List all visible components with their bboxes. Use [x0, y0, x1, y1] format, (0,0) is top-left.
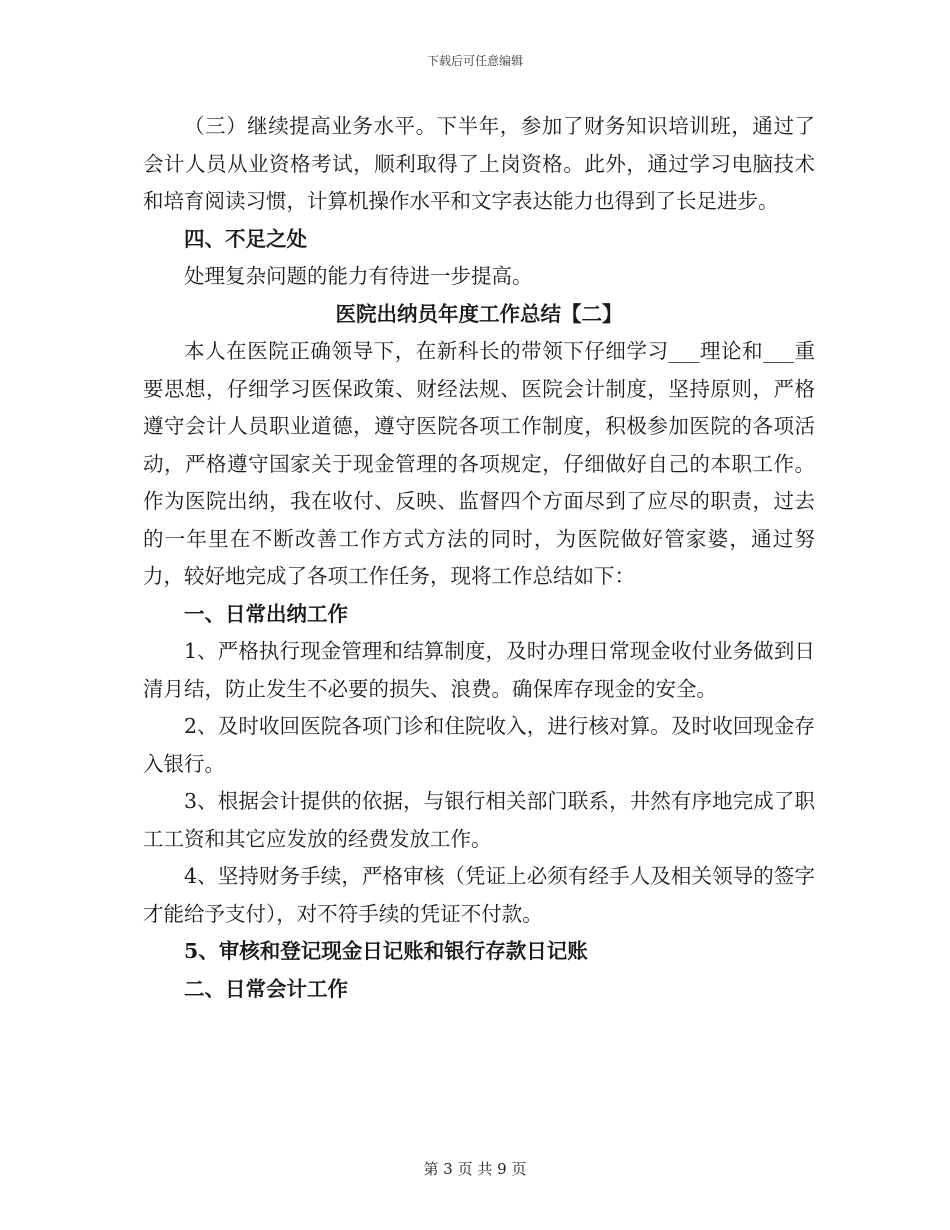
page-number: 第 3 页 共 9 页 — [423, 1160, 527, 1178]
document-title-part-two: 医院出纳员年度工作总结【二】 — [335, 301, 623, 326]
section-heading-daily-cashier: 一、日常出纳工作 — [184, 601, 348, 626]
list-item-collect-income: 2、及时收回医院各项门诊和住院收入，进行核对算。及时收回现金存入银行。 — [143, 714, 815, 776]
paragraph-shortcomings: 处理复杂问题的能力有待进一步提高。 — [184, 264, 533, 288]
document-body — [143, 108, 815, 1008]
section-heading-shortcomings: 四、不足之处 — [184, 226, 307, 251]
list-item-financial-procedures: 4、坚持财务手续，严格审核（凭证上必须有经手人及相关领导的签字才能给予支付），对不符手续的凭证不付款。 — [143, 864, 815, 926]
list-item-cash-management: 1、严格执行现金管理和结算制度，及时办理日常现金收付业务做到日清月结，防止发生不必要的损失、浪费。确保库存现金的安全。 — [143, 639, 815, 701]
paragraph-introduction: 本人在医院正确领导下，在新科长的带领下仔细学习___理论和___重要思想，仔细学习医保政策、财经法规、医院会计制度，坚持原则，严格遵守会计人员职业道德，遵守医院各项工作制度，积极参加医院的各项活动，严格遵守国家关于现金管理的各项规定，仔细做好自己的本职工作。作为医院出纳，我在收付、反映、监督四个方面尽到了应尽的职责，过去的一年里在不断改善工作方式方法的同时，为医院做好管家婆，通过努力，较好地完成了各项工作任务，现将工作总结如下： — [143, 339, 815, 588]
list-item-salary-payment: 3、根据会计提供的依据，与银行相关部门联系，井然有序地完成了职工工资和其它应发放的经费发放工作。 — [143, 789, 815, 851]
section-heading-daily-accounting: 二、日常会计工作 — [184, 976, 348, 1001]
page-header-note: 下载后可任意编辑 — [426, 54, 523, 68]
paragraph-continue-improve: （三）继续提高业务水平。下半年，参加了财务知识培训班，通过了会计人员从业资格考试，顺利取得了上岗资格。此外，通过学习电脑技术和培育阅读习惯，计算机操作水平和文字表达能力也得到了长足进步。 — [143, 114, 815, 213]
list-item-journal-review: 5、审核和登记现金日记账和银行存款日记账 — [184, 939, 588, 963]
